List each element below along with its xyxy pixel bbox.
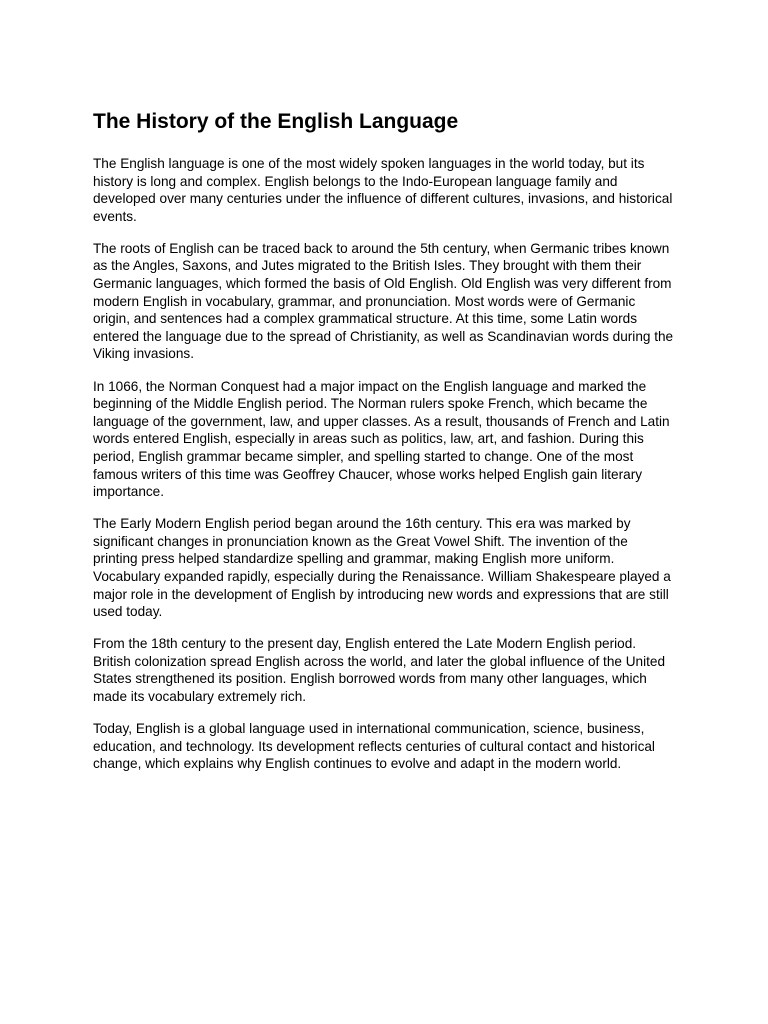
document-page	[93, 108, 676, 787]
paragraph-intro: The English language is one of the most widely spoken languages in the world today, but its history is long and complex. English belongs to the Indo-European language family and developed over many centuries under the influence of different cultures, invasions, and historical events.	[93, 156, 673, 224]
paragraph-old-english: The roots of English can be traced back to around the 5th century, when Germanic tribes known as the Angles, Saxons, and Jutes migrated to the British Isles. They brought with them their Germanic languages, which formed the basis of Old English. Old English was very different from modern English in vocabulary, grammar, and pronunciation. Most words were of Germanic origin, and sentences had a complex grammatical structure. At this time, some Latin words entered the language due to the spread of Christianity, as well as Scandinavian words during the Viking invasions.	[93, 240, 674, 362]
paragraph-late-modern-english: From the 18th century to the present day, English entered the Late Modern English period. British colonization spread English across the world, and later the global influence of the United States strengthened its position. English borrowed words from many other languages, which made its vocabulary extremely rich.	[93, 636, 666, 705]
document-title: The History of the English Language	[93, 110, 459, 133]
paragraph-today: Today, English is a global language used in international communication, science, business, education, and technology. Its development reflects centuries of cultural contact and historical change, which explains why English continues to evolve and adapt in the modern world.	[93, 721, 655, 772]
paragraph-early-modern-english: The Early Modern English period began around the 16th century. This era was marked by significant changes in pronunciation known as the Great Vowel Shift. The invention of the printing press helped standardize spelling and grammar, making English more uniform. Vocabulary expanded rapidly, especially during the Renaissance. William Shakespeare played a major role in the development of English by introducing new words and expressions that are still used today.	[93, 516, 671, 620]
paragraph-middle-english: In 1066, the Norman Conquest had a major impact on the English language and marked the beginning of the Middle English period. The Norman rulers spoke French, which became the language of the government, law, and upper classes. As a result, thousands of French and Latin words entered English, especially in areas such as politics, law, art, and fashion. During this period, English grammar became simpler, and spelling started to change. One of the most famous writers of this time was Geoffrey Chaucer, whose works helped English gain literary importance.	[93, 378, 670, 500]
